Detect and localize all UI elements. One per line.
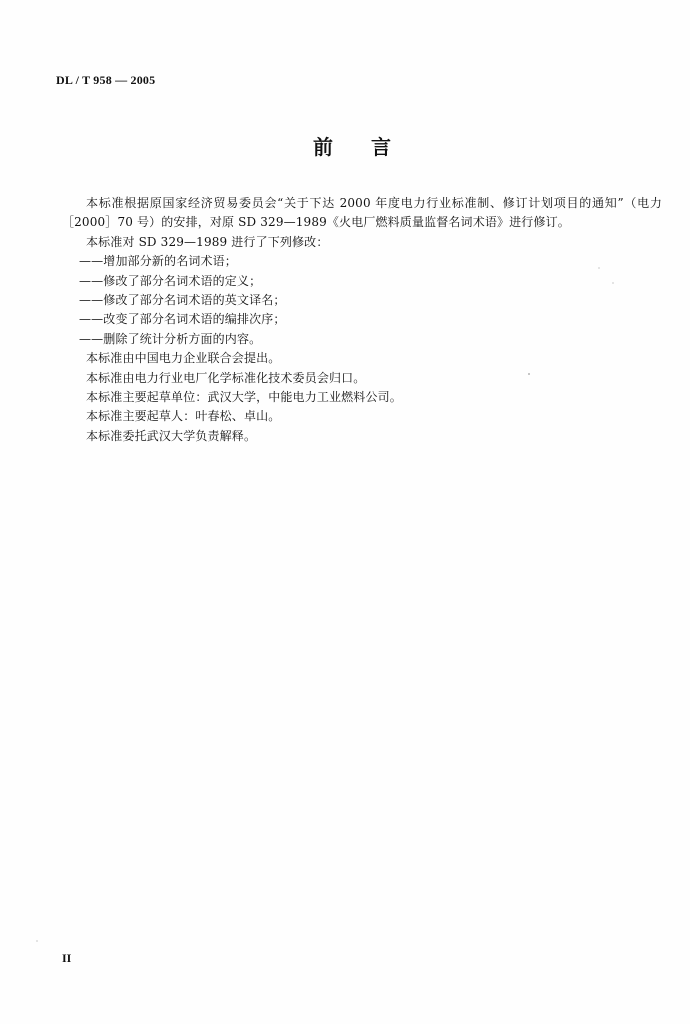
modification-item-2: ——修改了部分名词术语的定义； [79, 273, 262, 288]
scan-speck-1 [528, 373, 530, 375]
page-title: 前言 [313, 135, 429, 159]
scan-speck-4 [36, 940, 38, 942]
drafting-units-paragraph: 本标准主要起草单位：武汉大学，中能电力工业燃料公司。 [86, 390, 402, 405]
modification-item-5: ——删除了统计分析方面的内容。 [79, 331, 262, 346]
proposer-paragraph: 本标准由中国电力企业联合会提出。 [86, 351, 281, 366]
modification-item-3: ——修改了部分名词术语的英文译名； [79, 293, 286, 308]
modification-intro: 本标准对 SD 329—1989 进行了下列修改： [86, 234, 329, 249]
scan-speck-2 [598, 267, 600, 269]
responsible-committee-paragraph: 本标准由电力行业电厂化学标准化技术委员会归口。 [86, 370, 366, 385]
foreword-body [62, 194, 662, 446]
page-number: II [62, 951, 72, 965]
intro-paragraph: 本标准根据原国家经济贸易委员会“关于下达 2000 年度电力行业标准制、修订计划项目的通知”（电力［2000］70 号）的安排，对原 SD 329—1989《火电厂燃料质量监督名词术语》进行修订。 [62, 196, 662, 230]
standard-number-header: DL / T 958 — 2005 [56, 73, 156, 87]
modification-item-1: ——增加部分新的名词术语； [79, 254, 237, 269]
drafters-paragraph: 本标准主要起草人：叶春松、卓山。 [86, 409, 281, 424]
modification-item-4: ——改变了部分名词术语的编排次序； [79, 312, 286, 327]
interpretation-paragraph: 本标准委托武汉大学负责解释。 [86, 428, 257, 443]
scan-speck-3 [612, 282, 614, 284]
